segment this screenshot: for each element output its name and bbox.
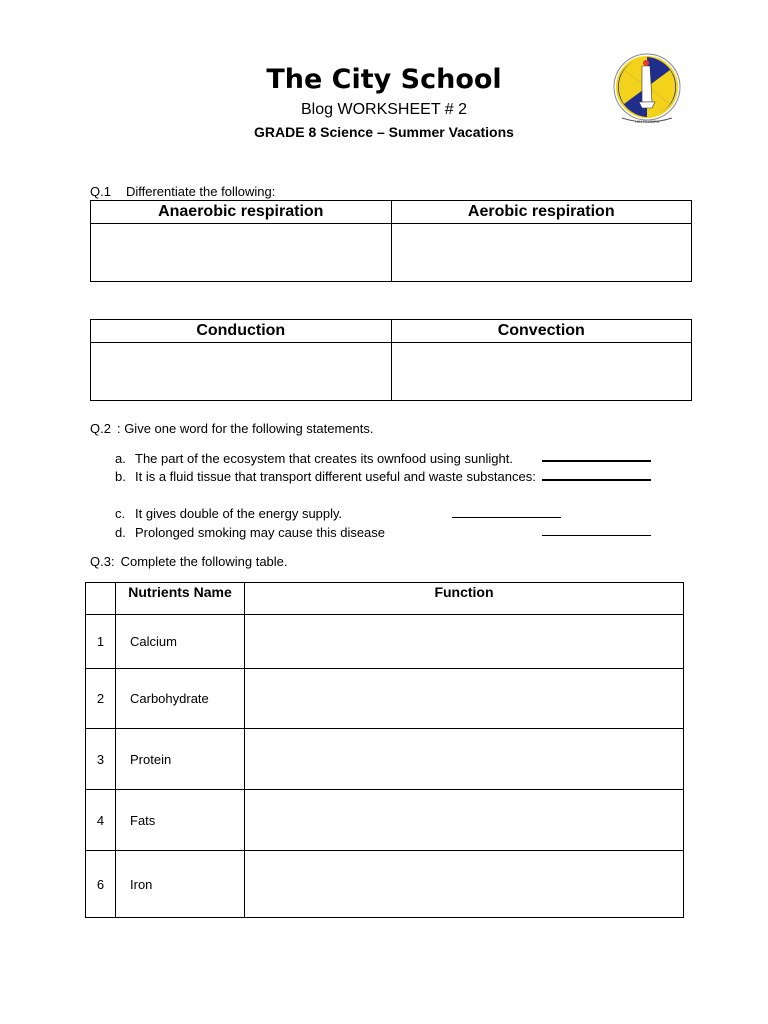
question-1-label: Q.1 [90, 184, 111, 199]
school-title: The City School [266, 64, 502, 95]
table-row: 1 Calcium [86, 615, 684, 669]
aerobic-header: Aerobic respiration [391, 201, 692, 224]
column-header-nutrient: Nutrients Name [116, 583, 245, 615]
list-item: a. The part of the ecosystem that creates its ownfood using sunlight. [115, 451, 513, 466]
table-row: 6 Iron [86, 851, 684, 918]
convection-header: Convection [391, 320, 692, 343]
aerobic-answer-cell[interactable] [391, 224, 692, 282]
heat-transfer-table [90, 319, 692, 401]
answer-line-c[interactable] [452, 517, 561, 518]
worksheet-title: Blog WORKSHEET # 2 [301, 101, 467, 118]
function-answer-cell[interactable] [245, 615, 684, 669]
list-item: b. It is a fluid tissue that transport different useful and waste substances: [115, 469, 536, 484]
question-2-prompt: : Give one word for the following statements. [116, 421, 374, 436]
school-logo-icon [612, 52, 682, 128]
answer-line-b[interactable] [542, 479, 651, 481]
question-1-prompt: Differentiate the following: [125, 184, 276, 199]
anaerobic-answer-cell[interactable] [91, 224, 392, 282]
column-header-function: Function [245, 583, 684, 615]
conduction-answer-cell[interactable] [91, 343, 392, 401]
column-header-number [86, 583, 116, 615]
function-answer-cell[interactable] [245, 729, 684, 790]
question-2 [90, 420, 373, 437]
conduction-header: Conduction [91, 320, 392, 343]
function-answer-cell[interactable] [245, 669, 684, 729]
nutrients-table [85, 582, 684, 918]
question-3 [90, 553, 288, 570]
anaerobic-header: Anaerobic respiration [91, 201, 392, 224]
question-3-label: Q.3: [90, 554, 115, 569]
logo-motto: I AM TO LEARN [635, 120, 659, 124]
table-row: 2 Carbohydrate [86, 669, 684, 729]
list-item: c. It gives double of the energy supply. [115, 506, 343, 521]
list-item: d. Prolonged smoking may cause this disease [115, 525, 386, 540]
function-answer-cell[interactable] [245, 851, 684, 918]
question-3-prompt: Complete the following table. [120, 554, 288, 569]
grade-subtitle: GRADE 8 Science – Summer Vacations [254, 124, 514, 140]
respiration-table [90, 200, 692, 282]
answer-line-a[interactable] [542, 460, 651, 462]
question-2-label: Q.2 [90, 421, 111, 436]
function-answer-cell[interactable] [245, 790, 684, 851]
convection-answer-cell[interactable] [391, 343, 692, 401]
table-row: 4 Fats [86, 790, 684, 851]
table-row: 3 Protein [86, 729, 684, 790]
answer-line-d[interactable] [542, 535, 651, 536]
question-1 [90, 183, 275, 200]
